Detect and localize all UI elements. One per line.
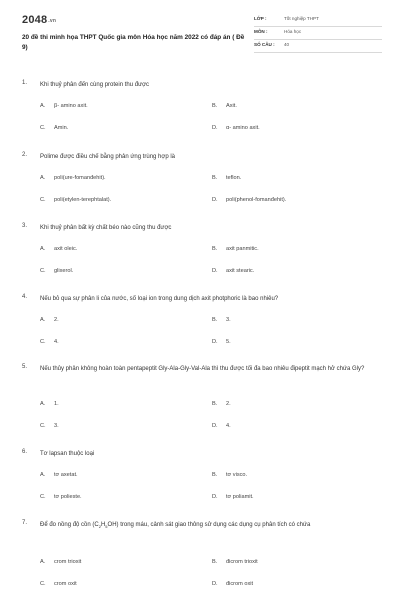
option-d[interactable] — [212, 197, 286, 203]
option-text: β- amino axit. — [54, 103, 88, 109]
option-d[interactable] — [212, 581, 253, 587]
meta-value: 40 — [284, 42, 290, 47]
option-text: 2. — [226, 401, 231, 407]
option-text: poli(ure-fomanđehit). — [54, 175, 106, 181]
option-c[interactable] — [40, 125, 68, 131]
option-d[interactable] — [212, 494, 254, 500]
option-letter: D. — [212, 197, 218, 203]
option-b[interactable] — [212, 246, 259, 252]
question-text — [40, 520, 376, 532]
option-text: axit panmitic. — [226, 246, 259, 252]
option-letter: B. — [212, 175, 218, 181]
option-text: poli(etylen-terephtalat). — [54, 197, 112, 203]
question-text-part: H — [100, 522, 106, 528]
meta-row-subject — [254, 27, 382, 40]
subscript: 5 — [105, 524, 108, 530]
meta-label: SỐ CÂU : — [254, 42, 275, 47]
option-text: tơ visco. — [226, 472, 248, 478]
option-text: 1. — [54, 401, 59, 407]
question-number: 2. — [22, 152, 28, 158]
question-text: Khi thuỷ phân đến cùng protein thu được — [40, 82, 150, 88]
option-letter: A. — [40, 401, 46, 407]
option-text: Axit. — [226, 103, 237, 109]
option-letter: B. — [212, 401, 218, 407]
option-b[interactable] — [212, 175, 241, 181]
option-d[interactable] — [212, 268, 254, 274]
question-number: 4. — [22, 294, 28, 300]
logo-suffix: .vn — [48, 18, 57, 24]
site-logo[interactable] — [22, 14, 56, 26]
question-number: 7. — [22, 520, 28, 526]
option-text: crom trioxit — [54, 559, 82, 565]
option-letter: C. — [40, 197, 46, 203]
option-text: crom oxit — [54, 581, 77, 587]
option-text: 4. — [226, 423, 231, 429]
option-text: glixerol. — [54, 268, 74, 274]
option-text: tơ axetat. — [54, 472, 78, 478]
option-letter: D. — [212, 125, 218, 131]
option-text: tơ polieste. — [54, 494, 82, 500]
option-b[interactable] — [212, 472, 247, 478]
question-text: Khi thuỷ phân bất kỳ chất béo nào cũng thu được — [40, 225, 172, 231]
document-title: 20 đề thi minh họa THPT Quốc gia môn Hóa học năm 2022 có đáp án ( Đề 9) — [22, 34, 245, 51]
option-letter: C. — [40, 268, 46, 274]
option-a[interactable] — [40, 103, 88, 109]
question-text: Polime được điều chế bằng phản ứng trùng hợp là — [40, 154, 175, 160]
option-letter: C. — [40, 125, 46, 131]
option-letter: A. — [40, 103, 46, 109]
option-letter: A. — [40, 559, 46, 565]
option-text: axit stearic. — [226, 268, 255, 274]
logo-text: 2048 — [22, 14, 48, 26]
option-letter: A. — [40, 317, 46, 323]
option-text: đicrom trioxit — [226, 559, 258, 565]
question-number: 6. — [22, 449, 28, 455]
option-text: 3. — [54, 423, 59, 429]
option-letter: B. — [212, 317, 218, 323]
option-letter: A. — [40, 246, 46, 252]
option-a[interactable] — [40, 317, 59, 323]
option-b[interactable] — [212, 103, 237, 109]
option-letter: C. — [40, 581, 46, 587]
option-letter: D. — [212, 423, 218, 429]
exam-meta — [254, 14, 382, 53]
option-text: 5. — [226, 339, 231, 345]
option-letter: C. — [40, 339, 46, 345]
meta-label: LỚP : — [254, 16, 267, 21]
option-text: α- amino axit. — [226, 125, 260, 131]
option-text: đicrom oxit — [226, 581, 254, 587]
question-text: Tơ lapsan thuộc loại — [40, 451, 95, 457]
meta-row-grade — [254, 14, 382, 27]
option-a[interactable] — [40, 175, 106, 181]
question-number: 1. — [22, 80, 28, 86]
meta-value: Tốt nghiệp THPT — [284, 16, 319, 21]
option-text: poli(phenol-fomanđehit). — [226, 197, 287, 203]
option-d[interactable] — [212, 125, 260, 131]
option-letter: B. — [212, 472, 218, 478]
option-b[interactable] — [212, 401, 231, 407]
option-a[interactable] — [40, 246, 77, 252]
option-letter: B. — [212, 246, 218, 252]
meta-label: MÔN : — [254, 29, 268, 34]
option-b[interactable] — [212, 317, 231, 323]
question-text-part: Để đo nồng độ cồn (C — [40, 522, 99, 528]
option-text: axit oleic. — [54, 246, 78, 252]
option-letter: D. — [212, 268, 218, 274]
option-a[interactable] — [40, 559, 81, 565]
option-d[interactable] — [212, 339, 231, 345]
meta-row-count — [254, 40, 382, 53]
option-letter: D. — [212, 339, 218, 345]
option-letter: D. — [212, 581, 218, 587]
option-c[interactable] — [40, 581, 77, 587]
option-a[interactable] — [40, 401, 59, 407]
option-c[interactable] — [40, 423, 59, 429]
option-text: 3. — [226, 317, 231, 323]
question-number: 5. — [22, 364, 28, 370]
option-letter: C. — [40, 494, 46, 500]
option-letter: C. — [40, 423, 46, 429]
option-text: tơ poliamit. — [226, 494, 254, 500]
question-number: 3. — [22, 223, 28, 229]
question-text: Nếu thủy phân không hoàn toàn pentapeptit Gly-Ala-Gly-Val-Ala thì thu được tối đa bao nhiêu đipeptit mạch hở chứa Gly? — [40, 366, 365, 372]
option-c[interactable] — [40, 339, 59, 345]
option-letter: D. — [212, 494, 218, 500]
question-text-part: OH) trong máu, cảnh sát giao thông sử dụng các dụng cụ phân tích có chứa — [107, 522, 311, 528]
option-letter: A. — [40, 472, 46, 478]
document-header — [22, 12, 382, 58]
question-text: Nếu bỏ qua sự phân li của nước, số loại ion trong dung dịch axit photphoric là bao nhiêu? — [40, 296, 279, 302]
option-b[interactable] — [212, 559, 258, 565]
option-text: 2. — [54, 317, 59, 323]
option-d[interactable] — [212, 423, 231, 429]
option-letter: A. — [40, 175, 46, 181]
option-text: Amin. — [54, 125, 69, 131]
option-letter: B. — [212, 103, 218, 109]
subscript: 2 — [98, 524, 101, 530]
option-c[interactable] — [40, 494, 82, 500]
option-letter: B. — [212, 559, 218, 565]
meta-value: Hóa học — [284, 29, 302, 34]
option-a[interactable] — [40, 472, 78, 478]
option-c[interactable] — [40, 268, 73, 274]
option-c[interactable] — [40, 197, 111, 203]
option-text: teflon. — [226, 175, 242, 181]
option-text: 4. — [54, 339, 59, 345]
